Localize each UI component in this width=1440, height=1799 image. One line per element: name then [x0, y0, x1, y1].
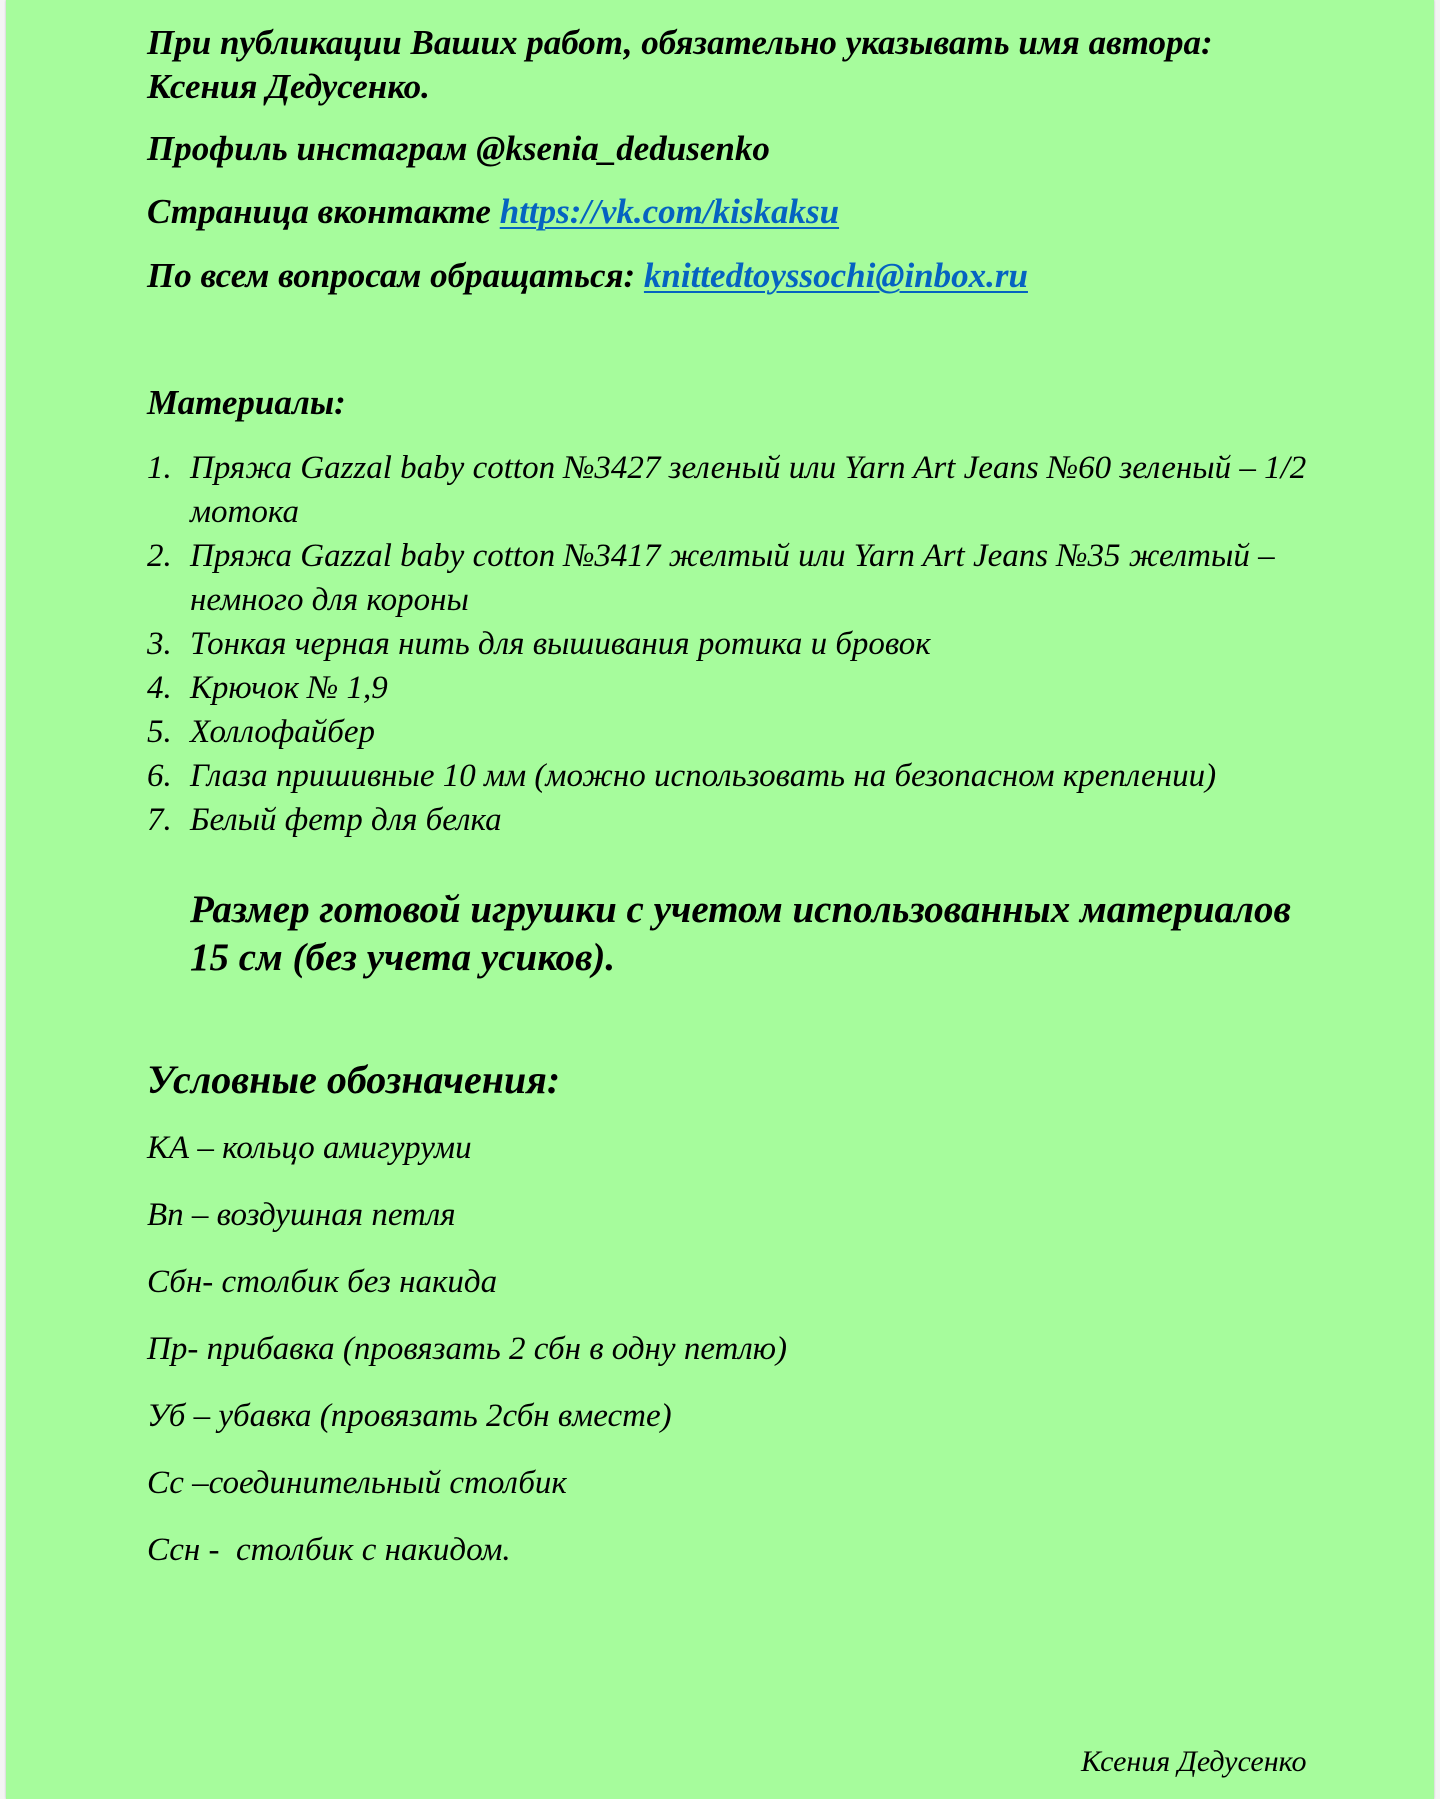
list-item [147, 754, 1307, 798]
materials-title: Материалы: [147, 383, 346, 422]
list-item-text: Белый фетр для белка [190, 802, 502, 838]
list-item-number: 2. [147, 538, 172, 574]
list-item [147, 446, 1307, 534]
vk-link[interactable]: https://vk.com/kiskaksu [499, 192, 840, 231]
list-item-number: 3. [147, 626, 172, 662]
list-item [147, 622, 1307, 666]
legend-item: Уб – убавка (провязать 2сбн вместе) [147, 1398, 672, 1434]
legend-item: Ссн - столбик с накидом. [147, 1532, 511, 1568]
list-item-text: Глаза пришивные 10 мм (можно использовать на безопасном креплении) [190, 758, 1217, 794]
legend-item: КА – кольцо амигуруми [147, 1130, 472, 1166]
legend-item: Сс –соединительный столбик [147, 1465, 567, 1501]
contact-label: По всем вопросам обращаться: [147, 256, 644, 295]
legend-item: Пр- прибавка (провязать 2 сбн в одну петлю) [147, 1331, 788, 1367]
list-item-number: 7. [147, 802, 172, 838]
contact-email-link[interactable]: knittedtoyssochi@inbox.ru [643, 256, 1028, 295]
materials-list [147, 446, 1307, 842]
contact-line [147, 255, 1028, 297]
list-item [147, 798, 1307, 842]
list-item [147, 710, 1307, 754]
vk-label: Страница вконтакте [147, 192, 500, 231]
list-item [147, 534, 1307, 622]
legend-item: Сбн- столбик без накида [147, 1264, 498, 1300]
instagram-profile: Профиль инстаграм @ksenia_dedusenko [147, 129, 770, 168]
list-item [147, 666, 1307, 710]
toy-size-note: Размер готовой игрушки с учетом использованных материалов 15 см (без учета усиков). [190, 888, 1291, 979]
list-item-text: Крючок № 1,9 [190, 670, 388, 706]
list-item-number: 4. [147, 670, 172, 706]
list-item-text: Пряжа Gazzal baby cotton №3417 желтый или Yarn Art Jeans №35 желтый – немного для короны [190, 538, 1275, 618]
list-item-number: 5. [147, 714, 172, 750]
author-signature: Ксения Дедусенко [1081, 1745, 1307, 1778]
document-page [6, 0, 1434, 1799]
author-notice-line1: При публикации Ваших работ, обязательно указывать имя автора: [147, 23, 1213, 62]
list-item-text: Тонкая черная нить для вышивания ротика и бровок [190, 626, 931, 662]
list-item-text: Пряжа Gazzal baby cotton №3427 зеленый или Yarn Art Jeans №60 зеленый – 1/2 мотока [190, 450, 1307, 530]
list-item-text: Холлофайбер [190, 714, 376, 750]
list-item-number: 6. [147, 758, 172, 794]
list-item-number: 1. [147, 450, 172, 486]
legend-item: Вп – воздушная петля [147, 1197, 456, 1233]
author-notice-line2: Ксения Дедусенко. [147, 67, 430, 106]
legend-title: Условные обозначения: [147, 1057, 561, 1102]
vk-line [147, 191, 839, 233]
